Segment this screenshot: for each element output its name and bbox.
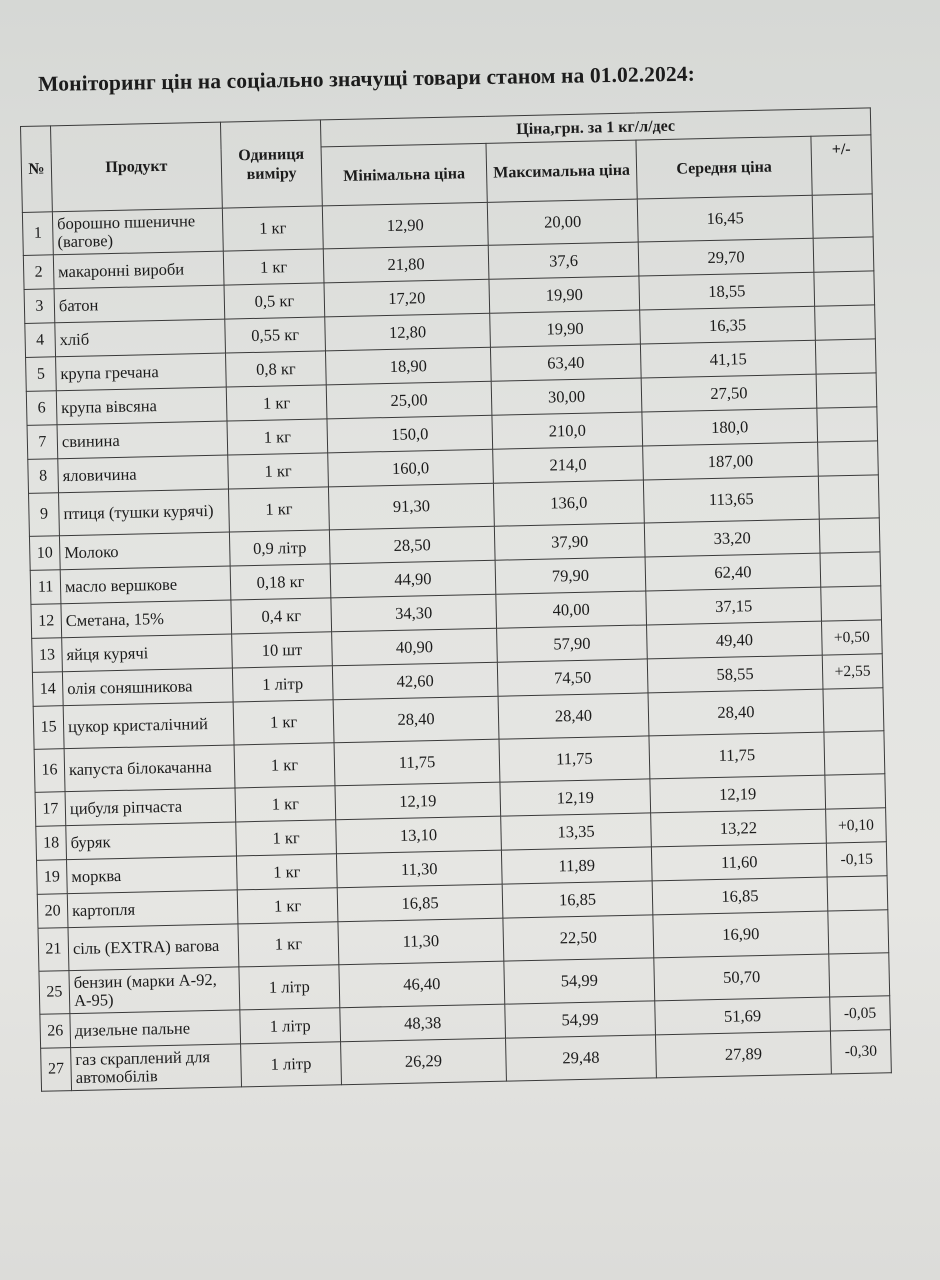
max-price: 37,6	[488, 242, 639, 279]
row-number: 20	[37, 894, 68, 929]
unit-of-measure: 1 кг	[227, 419, 328, 455]
avg-price: 180,0	[642, 408, 818, 446]
row-number: 14	[32, 672, 63, 707]
max-price: 20,00	[487, 199, 638, 245]
avg-price: 16,45	[637, 195, 813, 242]
avg-price: 50,70	[654, 954, 830, 1001]
unit-of-measure: 1 кг	[228, 487, 329, 532]
unit-of-measure: 0,4 кг	[231, 598, 332, 634]
product-name: хліб	[55, 319, 226, 357]
row-number: 19	[37, 860, 68, 895]
unit-of-measure: 1 кг	[226, 385, 327, 421]
row-number: 9	[29, 493, 60, 537]
product-name: птиця (тушки курячі)	[59, 489, 230, 536]
avg-price: 11,75	[649, 732, 825, 779]
unit-of-measure: 1 кг	[236, 854, 337, 890]
unit-of-measure: 1 кг	[223, 249, 324, 285]
avg-price: 16,85	[652, 877, 828, 915]
min-price: 26,29	[341, 1038, 507, 1085]
price-change	[829, 953, 890, 997]
unit-of-measure: 0,55 кг	[225, 317, 326, 353]
avg-price: 113,65	[643, 476, 819, 523]
min-price: 48,38	[340, 1004, 506, 1042]
price-change: +0,50	[821, 620, 882, 655]
product-name: Молоко	[59, 532, 230, 570]
product-name: яловичина	[58, 455, 229, 493]
header-delta: +/-	[811, 135, 872, 195]
avg-price: 16,35	[640, 306, 816, 344]
price-change	[812, 194, 873, 238]
unit-of-measure: 1 кг	[236, 820, 337, 856]
product-name: батон	[54, 285, 225, 323]
header-no: №	[21, 126, 53, 213]
max-price: 30,00	[491, 378, 642, 415]
max-price: 29,48	[506, 1035, 657, 1081]
table-body	[22, 194, 891, 1091]
product-name: цибуля ріпчаста	[65, 788, 236, 826]
avg-price: 12,19	[650, 775, 826, 813]
min-price: 46,40	[339, 961, 505, 1008]
row-number: 8	[28, 459, 59, 494]
product-name: сіль (EXTRA) вагова	[68, 924, 239, 971]
unit-of-measure: 1 літр	[240, 1008, 341, 1044]
min-price: 40,90	[332, 628, 498, 666]
min-price: 11,30	[336, 850, 502, 888]
unit-of-measure: 1 кг	[238, 922, 339, 967]
price-change	[819, 518, 880, 553]
product-name: морква	[67, 856, 238, 894]
max-price: 79,90	[495, 557, 646, 594]
min-price: 42,60	[332, 662, 498, 700]
row-number: 21	[38, 928, 69, 972]
max-price: 63,40	[490, 344, 641, 381]
row-number: 26	[40, 1014, 71, 1049]
price-change	[818, 441, 879, 476]
avg-price: 187,00	[643, 442, 819, 480]
unit-of-measure: 0,18 кг	[230, 564, 331, 600]
row-number: 5	[26, 357, 57, 392]
row-number: 15	[33, 706, 64, 750]
avg-price: 16,90	[653, 911, 829, 958]
min-price: 17,20	[324, 279, 490, 317]
header-max-price: Максимальна ціна	[486, 140, 637, 202]
unit-of-measure: 1 літр	[239, 965, 340, 1010]
price-change	[824, 731, 885, 775]
max-price: 16,85	[502, 881, 653, 918]
price-change	[821, 586, 882, 621]
product-name: олія соняшникова	[62, 668, 233, 706]
price-change	[825, 774, 886, 809]
max-price: 136,0	[493, 480, 644, 526]
avg-price: 13,22	[651, 809, 827, 847]
product-name: картопля	[67, 890, 238, 928]
row-number: 16	[34, 749, 65, 793]
max-price: 40,00	[496, 591, 647, 628]
unit-of-measure: 1 кг	[228, 453, 329, 489]
product-name: борошно пшеничне (вагове)	[52, 208, 223, 255]
row-number: 1	[22, 212, 53, 256]
unit-of-measure: 1 кг	[234, 743, 335, 788]
min-price: 11,75	[334, 739, 500, 786]
avg-price: 58,55	[647, 655, 823, 693]
max-price: 37,90	[494, 523, 645, 560]
price-change	[814, 271, 875, 306]
price-change: +0,10	[826, 808, 887, 843]
product-name: цукор кристалічний	[63, 702, 234, 749]
min-price: 160,0	[328, 449, 494, 487]
avg-price: 33,20	[644, 519, 820, 557]
price-change	[818, 475, 879, 519]
avg-price: 37,15	[646, 587, 822, 625]
min-price: 21,80	[323, 245, 489, 283]
product-name: макаронні вироби	[53, 251, 224, 289]
max-price: 28,40	[498, 693, 649, 739]
row-number: 25	[39, 971, 70, 1015]
unit-of-measure: 10 шт	[232, 632, 333, 668]
price-table-wrap	[20, 107, 891, 1091]
min-price: 44,90	[330, 560, 496, 598]
min-price: 150,0	[327, 415, 493, 453]
row-number: 6	[26, 391, 57, 426]
min-price: 16,85	[337, 884, 503, 922]
product-name: крупа вівсяна	[56, 387, 227, 425]
min-price: 12,90	[322, 202, 488, 249]
min-price: 28,50	[329, 526, 495, 564]
product-name: свинина	[57, 421, 228, 459]
row-number: 10	[29, 536, 60, 571]
avg-price: 27,50	[641, 374, 817, 412]
min-price: 13,10	[336, 816, 502, 854]
unit-of-measure: 1 літр	[241, 1042, 342, 1087]
product-name: яйця курячі	[62, 634, 233, 672]
row-number: 7	[27, 425, 58, 460]
max-price: 11,75	[499, 736, 650, 782]
row-number: 18	[36, 826, 67, 861]
max-price: 210,0	[492, 412, 643, 449]
product-name: крупа гречана	[56, 353, 227, 391]
price-change: +2,55	[822, 654, 883, 689]
row-number: 4	[25, 323, 56, 358]
avg-price: 28,40	[648, 689, 824, 736]
max-price: 19,90	[490, 310, 641, 347]
price-change	[823, 688, 884, 732]
unit-of-measure: 0,8 кг	[226, 351, 327, 387]
page-title: Моніторинг цін на соціально значущі товари станом на 01.02.2024:	[38, 61, 696, 96]
avg-price: 29,70	[638, 238, 814, 276]
row-number: 17	[35, 792, 66, 827]
product-name: буряк	[66, 822, 237, 860]
avg-price: 51,69	[655, 997, 831, 1035]
unit-of-measure: 1 кг	[235, 786, 336, 822]
row-number: 3	[24, 289, 55, 324]
header-min-price: Мінімальна ціна	[321, 143, 487, 206]
min-price: 25,00	[326, 381, 492, 419]
avg-price: 41,15	[640, 340, 816, 378]
max-price: 74,50	[497, 659, 648, 696]
min-price: 18,90	[325, 347, 491, 385]
price-change	[820, 552, 881, 587]
unit-of-measure: 1 кг	[233, 700, 334, 745]
avg-price: 49,40	[647, 621, 823, 659]
unit-of-measure: 1 літр	[232, 666, 333, 702]
header-unit: Одиниця виміру	[220, 120, 322, 208]
unit-of-measure: 0,5 кг	[224, 283, 325, 319]
avg-price: 18,55	[639, 272, 815, 310]
max-price: 19,90	[489, 276, 640, 313]
price-change: -0,15	[826, 842, 887, 877]
price-change	[827, 876, 888, 911]
avg-price: 11,60	[651, 843, 827, 881]
row-number: 27	[41, 1048, 72, 1092]
row-number: 13	[32, 638, 63, 673]
unit-of-measure: 1 кг	[222, 206, 323, 251]
max-price: 12,19	[500, 779, 651, 816]
price-change	[817, 407, 878, 442]
product-name: масло вершкове	[60, 566, 231, 604]
price-change	[815, 339, 876, 374]
min-price: 34,30	[331, 594, 497, 632]
avg-price: 62,40	[645, 553, 821, 591]
min-price: 12,80	[325, 313, 491, 351]
unit-of-measure: 1 кг	[237, 888, 338, 924]
max-price: 54,99	[504, 958, 655, 1004]
price-change: -0,05	[830, 996, 891, 1031]
min-price: 91,30	[328, 483, 494, 530]
price-table	[20, 107, 892, 1091]
min-price: 12,19	[335, 782, 501, 820]
row-number: 2	[23, 255, 54, 290]
header-price-group: Ціна,грн. за 1 кг/л/дес	[320, 108, 870, 147]
avg-price: 27,89	[655, 1031, 831, 1078]
price-change: -0,30	[830, 1030, 891, 1074]
header-product: Продукт	[51, 122, 223, 212]
max-price: 57,90	[497, 625, 648, 662]
product-name: газ скраплений для автомобілів	[71, 1044, 242, 1091]
product-name: дизельне пальне	[70, 1010, 241, 1048]
price-change	[813, 237, 874, 272]
product-name: капуста білокачанна	[64, 745, 235, 792]
max-price: 22,50	[503, 915, 654, 961]
price-change	[815, 305, 876, 340]
unit-of-measure: 0,9 літр	[229, 530, 330, 566]
min-price: 11,30	[338, 918, 504, 965]
price-change	[828, 910, 889, 954]
min-price: 28,40	[333, 696, 499, 743]
max-price: 11,89	[501, 847, 652, 884]
header-avg-price: Середня ціна	[636, 136, 812, 199]
product-name: бензин (марки А-92, А-95)	[69, 967, 240, 1014]
price-change	[816, 373, 877, 408]
product-name: Сметана, 15%	[61, 600, 232, 638]
max-price: 54,99	[505, 1001, 656, 1038]
row-number: 12	[31, 604, 62, 639]
max-price: 13,35	[501, 813, 652, 850]
row-number: 11	[30, 570, 61, 605]
max-price: 214,0	[493, 446, 644, 483]
